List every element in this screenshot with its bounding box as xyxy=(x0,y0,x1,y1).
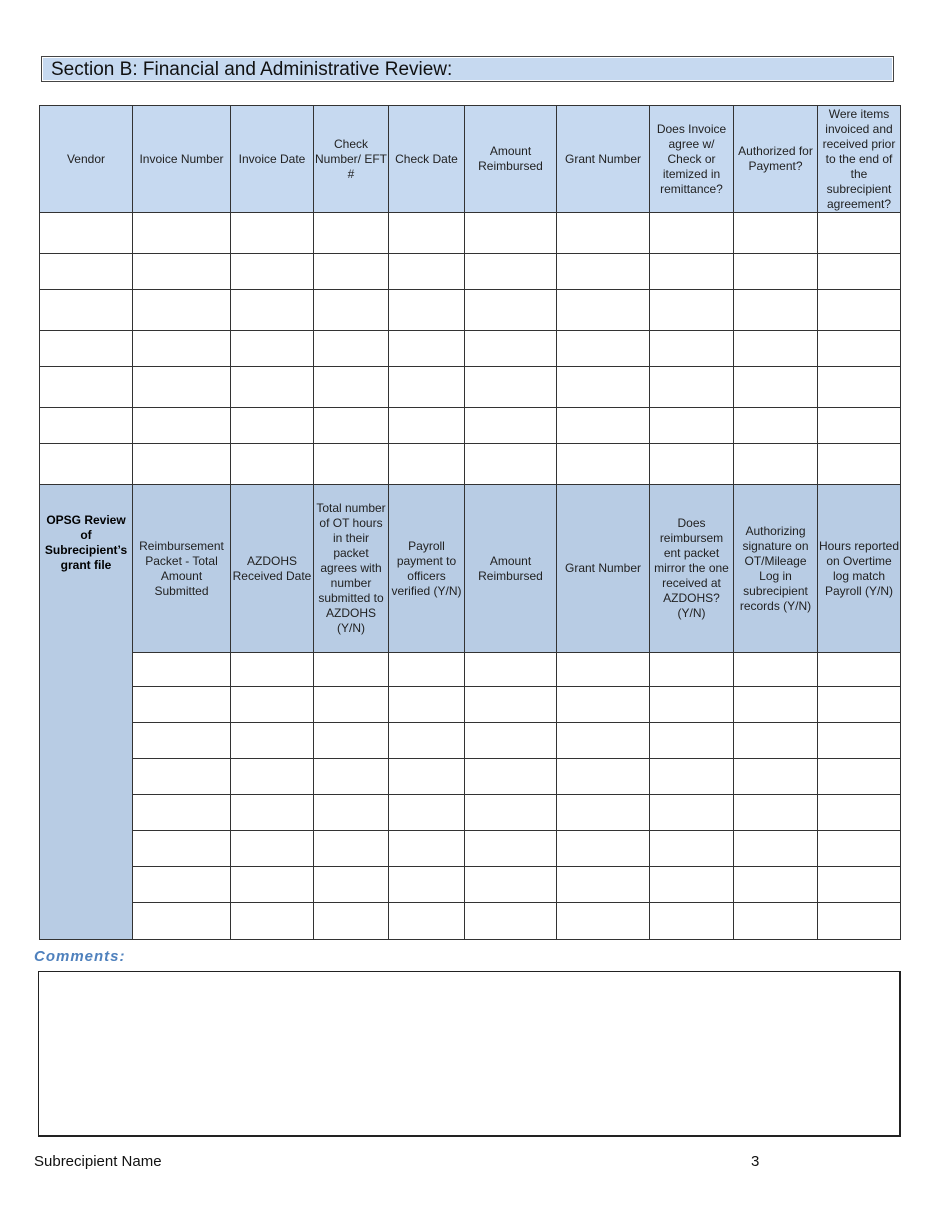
header-total-ot-hours: Total number of OT hours in their packet agrees with number submitted to AZDOHS (Y/N) xyxy=(314,485,389,653)
financial-review-table xyxy=(39,105,901,940)
header-check-date: Check Date xyxy=(389,106,465,213)
section-title: Section B: Financial and Administrative Review: xyxy=(41,56,894,82)
header-check-number: Check Number/ EFT # xyxy=(314,106,389,213)
header-hours-match: Hours reported on Overtime log match Payroll (Y/N) xyxy=(818,485,901,653)
table-row xyxy=(40,831,901,867)
table-row xyxy=(40,903,901,940)
header-grant-number-2: Grant Number xyxy=(557,485,650,653)
table-row xyxy=(40,759,901,795)
comments-box[interactable] xyxy=(38,971,901,1137)
table-row xyxy=(40,331,901,367)
table-row xyxy=(40,723,901,759)
table-row xyxy=(40,444,901,485)
header-items-received: Were items invoiced and received prior to the end of the subrecipient agreement? xyxy=(818,106,901,213)
subrecipient-name-label: Subrecipient Name xyxy=(34,1153,162,1170)
table-row xyxy=(40,867,901,903)
header-authorized: Authorized for Payment? xyxy=(734,106,818,213)
table-row xyxy=(40,795,901,831)
header-amount-reimbursed: Amount Reimbursed xyxy=(465,106,557,213)
table2-header-row xyxy=(40,485,901,653)
header-azdohs-received-date: AZDOHS Received Date xyxy=(231,485,314,653)
header-invoice-number: Invoice Number xyxy=(133,106,231,213)
page-number: 3 xyxy=(751,1153,760,1170)
header-payroll-verified: Payroll payment to officers verified (Y/N) xyxy=(389,485,465,653)
header-authorizing-signature: Authorizing signature on OT/Mileage Log in subrecipient records (Y/N) xyxy=(734,485,818,653)
table-row xyxy=(40,653,901,687)
opsg-review-label-cell xyxy=(40,485,133,940)
header-amount-reimbursed-2: Amount Reimbursed xyxy=(465,485,557,653)
table-row xyxy=(40,213,901,254)
header-invoice-agrees: Does Invoice agree w/ Check or itemized in remittance? xyxy=(650,106,734,213)
header-packet-mirror: Does reimbursem ent packet mirror the one received at AZDOHS? (Y/N) xyxy=(650,485,734,653)
table-row xyxy=(40,254,901,290)
table-row xyxy=(40,290,901,331)
opsg-review-label: OPSG Review of Subrecipient’s grant file xyxy=(44,513,128,572)
table-row xyxy=(40,687,901,723)
table-row xyxy=(40,367,901,408)
comments-label: Comments: xyxy=(34,948,126,965)
header-grant-number: Grant Number xyxy=(557,106,650,213)
table-row xyxy=(40,408,901,444)
header-reimbursement-packet: Reimbursement Packet - Total Amount Submitted xyxy=(133,485,231,653)
header-invoice-date: Invoice Date xyxy=(231,106,314,213)
table1-header-row xyxy=(40,106,901,213)
header-vendor: Vendor xyxy=(40,106,133,213)
